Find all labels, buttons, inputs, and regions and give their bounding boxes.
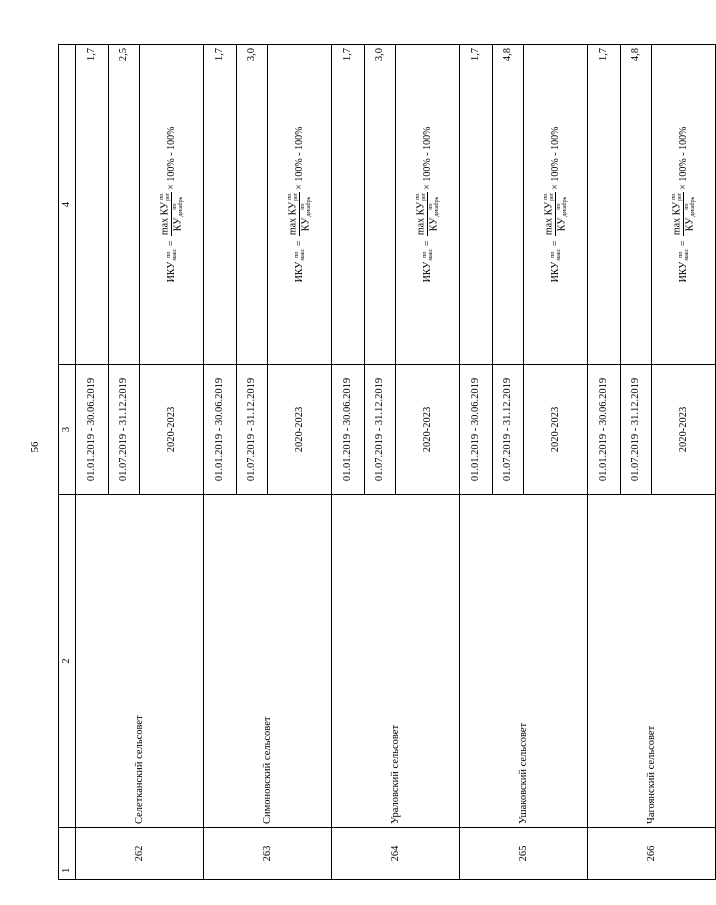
formula-tail: × 100% - 100% [421, 126, 433, 190]
formula-tail: × 100% - 100% [165, 126, 177, 190]
formula-num-sup: по [287, 193, 293, 200]
formula-den-sub: декабрь [178, 196, 184, 217]
rotated-table-container [58, 45, 696, 880]
formula-num-sub: рег [293, 192, 299, 201]
formula-lhs: ИКУ [549, 261, 561, 283]
period-cell: 2020-2023 [140, 365, 204, 495]
formula-equals: = [677, 240, 689, 247]
column-number-1: 1 [59, 828, 76, 880]
column-number-row [59, 45, 76, 880]
formula-fraction [671, 192, 696, 236]
period-cell: 01.07.2019 - 31.12.2019 [365, 365, 396, 495]
formula-fraction [287, 192, 312, 236]
formula-den-sup: по [428, 203, 434, 210]
period-cell: 2020-2023 [268, 365, 332, 495]
formula-lhs-sub: макс [555, 248, 562, 261]
municipality-name: Ушаковский сельсовет [460, 495, 588, 828]
formula-lhs-sub: макс [171, 248, 178, 261]
formula-num-sup: по [671, 193, 677, 200]
formula-den-sub: декабрь [690, 196, 696, 217]
formula-lhs-sup: по [549, 251, 556, 258]
formula-equals: = [421, 240, 433, 247]
municipality-name: Симоновский сельсовет [204, 495, 332, 828]
column-number-3: 3 [59, 365, 76, 495]
period-cell: 01.01.2019 - 30.06.2019 [76, 365, 109, 495]
index-value: 1,7 [204, 45, 237, 365]
formula-num-sub: рег [165, 192, 171, 201]
municipality-name: Селетканский сельсовет [76, 495, 204, 828]
formula-equals: = [549, 240, 561, 247]
table-row [588, 45, 621, 880]
formula-num-sub: рег [549, 192, 555, 201]
period-cell: 2020-2023 [396, 365, 460, 495]
period-cell: 01.07.2019 - 31.12.2019 [621, 365, 652, 495]
formula-tail: × 100% - 100% [549, 126, 561, 190]
formula-lhs-sup: по [421, 251, 428, 258]
formula-lhs-sub: макс [683, 248, 690, 261]
formula-denominator: КУ [684, 217, 696, 232]
formula-num-sup: по [159, 193, 165, 200]
row-number: 266 [588, 828, 716, 880]
formula-den-sub: декабрь [434, 196, 440, 217]
formula-fraction [543, 192, 568, 236]
index-value: 1,7 [588, 45, 621, 365]
index-value: 3,0 [237, 45, 268, 365]
formula-tail: × 100% - 100% [677, 126, 689, 190]
period-cell: 01.01.2019 - 30.06.2019 [460, 365, 493, 495]
index-value: 3,0 [365, 45, 396, 365]
formula-den-sub: декабрь [306, 196, 312, 217]
period-cell: 2020-2023 [524, 365, 588, 495]
formula-num-sup: по [415, 193, 421, 200]
formula-den-sup: по [684, 203, 690, 210]
formula-denominator: КУ [428, 217, 440, 232]
index-formula [140, 45, 204, 365]
index-value: 1,7 [460, 45, 493, 365]
column-number-4: 4 [59, 45, 76, 365]
column-number-2: 2 [59, 495, 76, 828]
period-cell: 01.07.2019 - 31.12.2019 [237, 365, 268, 495]
formula-denominator: КУ [300, 217, 312, 232]
period-cell: 01.01.2019 - 30.06.2019 [204, 365, 237, 495]
index-formula [524, 45, 588, 365]
formula-den-sup: по [172, 203, 178, 210]
formula-equals: = [293, 240, 305, 247]
formula-den-sup: по [300, 203, 306, 210]
formula-denominator: КУ [172, 217, 184, 232]
formula-den-sub: декабрь [562, 196, 568, 217]
formula-lhs: ИКУ [421, 261, 433, 283]
formula-lhs-sub: макс [427, 248, 434, 261]
formula-numerator: max КУ [415, 201, 427, 236]
period-cell: 01.01.2019 - 30.06.2019 [588, 365, 621, 495]
page-number: 56 [29, 441, 41, 453]
formula-equals: = [165, 240, 177, 247]
row-number: 263 [204, 828, 332, 880]
period-cell: 01.07.2019 - 31.12.2019 [109, 365, 140, 495]
period-cell: 01.01.2019 - 30.06.2019 [332, 365, 365, 495]
table-row [460, 45, 493, 880]
table-row [76, 45, 109, 880]
municipality-name: Ураловский сельсовет [332, 495, 460, 828]
row-number: 265 [460, 828, 588, 880]
row-number: 262 [76, 828, 204, 880]
formula-tail: × 100% - 100% [293, 126, 305, 190]
row-number: 264 [332, 828, 460, 880]
formula-denominator: КУ [556, 217, 568, 232]
period-cell: 2020-2023 [652, 365, 716, 495]
table-row [204, 45, 237, 880]
formula-lhs: ИКУ [677, 261, 689, 283]
formula-lhs: ИКУ [165, 261, 177, 283]
formula-lhs-sub: макс [299, 248, 306, 261]
formula-den-sup: по [556, 203, 562, 210]
formula-num-sub: рег [421, 192, 427, 201]
index-formula [268, 45, 332, 365]
formula-num-sup: по [543, 193, 549, 200]
index-formula [652, 45, 716, 365]
formula-fraction [415, 192, 440, 236]
tariff-table [58, 44, 716, 880]
table-body [76, 45, 716, 880]
table-row [332, 45, 365, 880]
formula-lhs: ИКУ [293, 261, 305, 283]
formula-numerator: max КУ [671, 201, 683, 236]
formula-numerator: max КУ [543, 201, 555, 236]
index-value: 2,5 [109, 45, 140, 365]
formula-numerator: max КУ [159, 201, 171, 236]
index-value: 1,7 [332, 45, 365, 365]
formula-numerator: max КУ [287, 201, 299, 236]
index-formula [396, 45, 460, 365]
index-value: 4,8 [493, 45, 524, 365]
period-cell: 01.07.2019 - 31.12.2019 [493, 365, 524, 495]
municipality-name: Чагоянский сельсовет [588, 495, 716, 828]
formula-lhs-sup: по [677, 251, 684, 258]
formula-lhs-sup: по [165, 251, 172, 258]
formula-fraction [159, 192, 184, 236]
formula-lhs-sup: по [293, 251, 300, 258]
formula-num-sub: рег [677, 192, 683, 201]
index-value: 1,7 [76, 45, 109, 365]
index-value: 4,8 [621, 45, 652, 365]
